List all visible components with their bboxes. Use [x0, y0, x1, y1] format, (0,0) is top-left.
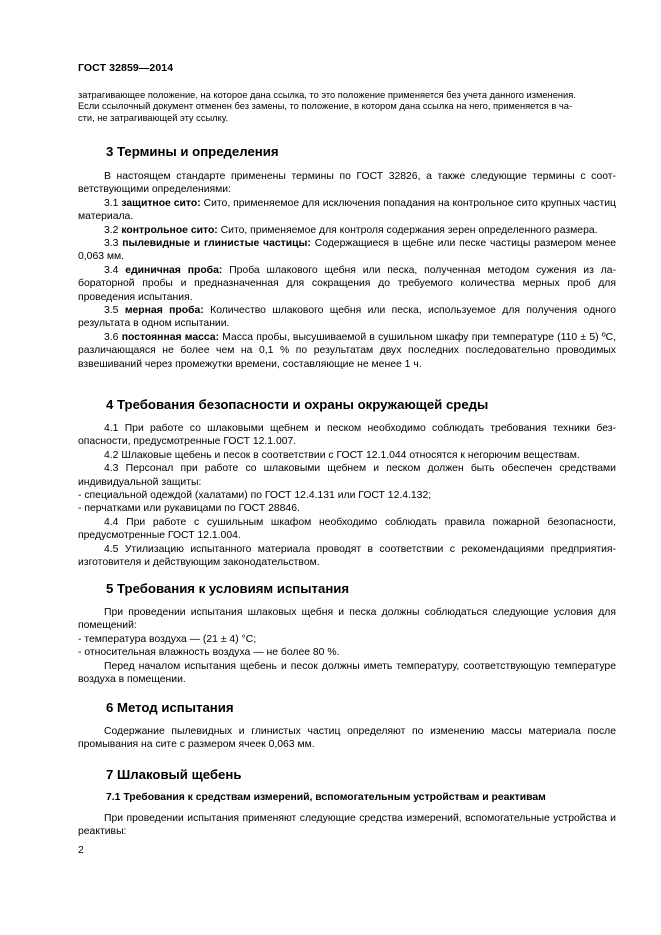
term-name: защитное сито:: [121, 197, 201, 209]
term-definition: Содержащиеся в щебне или песке частицы размером менее 0,063 мм.: [78, 238, 617, 263]
term-name: пылевидные и глинистые частицы:: [122, 238, 311, 250]
section-5-body: [78, 606, 616, 686]
term-item: 3.2 контрольное сито: Сито, применяемое для контроля содержания зерен определенного размера.: [104, 224, 598, 236]
section-7-body: [78, 812, 616, 839]
section-3-body: [78, 170, 616, 371]
paragraph: 4.3 Персонал при работе со шлаковыми щебнем и песком должен быть обеспечен средствами индивидуальной защиты:: [78, 463, 616, 488]
paragraph: 4.5 Утилизацию испытанного материала проводят в соответствии с рекомендациями предприятия-изготовителя и действующим законодательством.: [78, 543, 616, 569]
list-item: - перчатками или рукавицами по ГОСТ 28846.: [78, 503, 300, 515]
intro-text: [78, 90, 616, 124]
term-definition: Сито, применяемое для контроля содержания зерен определенного размера.: [220, 224, 598, 236]
term-definition: Масса пробы, высушиваемой в сушильном шкафу при температуре (110 ± 5) ºС, различающаяся не более чем на 0,1 % по результатам двух последних последовательно проводимых взвешиваний через промежутки времени, составляющие не менее 1 ч.: [78, 331, 617, 370]
paragraph: 4.4 При работе с сушильным шкафом необходимо соблюдать правила пожарной безопасности, предусмотренные ГОСТ 12.1.004.: [78, 516, 616, 542]
term-definition: Сито, применяемое для исключения попадания на контрольное сито крупных частиц материала.: [78, 197, 616, 223]
subsection-7-1-title: 7.1 Требования к средствам измерений, вспомогательным устройствам и реактивам: [106, 792, 546, 803]
term-item: 3.4 единичная проба: Проба шлакового щебня или песка, полученная методом сужения из лабораторной пробы и предназначенная для сокращения до требуемого количества мерных проб для проведения испытания.: [78, 264, 617, 303]
term-item: 3.5 мерная проба: Количество шлакового щебня или песка, используемое для получения одного результата в одном испытании.: [78, 305, 617, 330]
intro-line: Если ссылочный документ отменен без замены, то положение, в котором дана ссылка на него, применяется в ча-: [78, 101, 573, 112]
section-4-body: [78, 422, 616, 569]
paragraph: При проведении испытания шлаковых щебня и песка должны соблюдаться следующие условия для помещений:: [78, 607, 616, 632]
term-name: постоянная масса:: [121, 331, 220, 343]
list-item: - специальной одеждой (халатами) по ГОСТ 12.4.131 или ГОСТ 12.4.132;: [78, 490, 432, 502]
list-item: - относительная влажность воздуха — не более 80 %.: [78, 647, 340, 659]
intro-line: сти, не затрагивающей эту ссылку.: [78, 112, 229, 123]
term-item: 3.1 защитное сито: Сито, применяемое для исключения попадания на контрольное сито крупных частиц материала.: [78, 197, 616, 223]
term-name: единичная проба:: [125, 264, 223, 276]
section-5-title: 5 Требования к условиям испытания: [106, 581, 350, 596]
paragraph: Содержание пылевидных и глинистых частиц определяют по изменению массы материала после промывания на сите с размером ячеек 0,063 мм.: [78, 726, 616, 751]
document-code: ГОСТ 32859—2014: [78, 62, 174, 74]
section-3-intro: В настоящем стандарте применены термины по ГОСТ 32826, а также следующие термины с соответствующими определениями:: [78, 171, 616, 196]
term-definition: Количество шлакового щебня или песка, используемое для получения одного результата в одном испытании.: [78, 305, 617, 330]
list-item: - температура воздуха — (21 ± 4) °С;: [78, 633, 257, 645]
paragraph: 4.1 При работе со шлаковыми щебнем и песком необходимо соблюдать требования техники безопасности, предусмотренные ГОСТ 12.1.007.: [78, 423, 616, 448]
term-name: мерная проба:: [124, 305, 204, 317]
paragraph: 4.2 Шлаковые щебень и песок в соответствии с ГОСТ 12.1.044 относятся к негорючим веществам.: [104, 449, 580, 461]
term-name: контрольное сито:: [121, 224, 218, 236]
term-item: 3.3 пылевидные и глинистые частицы: Содержащиеся в щебне или песке частицы размером менее 0,063 мм.: [78, 238, 617, 263]
paragraph: Перед началом испытания щебень и песок должны иметь температуру, соответствующую температуре воздуха в помещении.: [78, 660, 616, 686]
section-6-title: 6 Метод испытания: [106, 700, 234, 715]
section-7-title: 7 Шлаковый щебень: [106, 767, 242, 782]
paragraph: При проведении испытания применяют следующие средства измерений, вспомогательные устройства и реактивы:: [78, 813, 616, 838]
page-number: 2: [78, 845, 84, 856]
section-4-title: 4 Требования безопасности и охраны окружающей среды: [106, 397, 489, 412]
term-definition: Проба шлакового щебня или песка, полученная методом сужения из лабораторной пробы и предназначенная для сокращения до требуемого количества мерных проб для проведения испытания.: [78, 264, 617, 303]
intro-line: затрагивающее положение, на которое дана ссылка, то это положение применяется без учета данного изменения.: [78, 90, 576, 100]
section-3-title: 3 Термины и определения: [106, 144, 279, 159]
term-item: 3.6 постоянная масса: Масса пробы, высушиваемой в сушильном шкафу при температуре (110 ± 5) ºС, различающаяся не более чем на 0,1 % по результатам двух последних последовательно проводимых взвешиваний через промежутки времени, составляющие не менее 1 ч.: [78, 331, 617, 370]
section-6-body: [78, 725, 616, 752]
